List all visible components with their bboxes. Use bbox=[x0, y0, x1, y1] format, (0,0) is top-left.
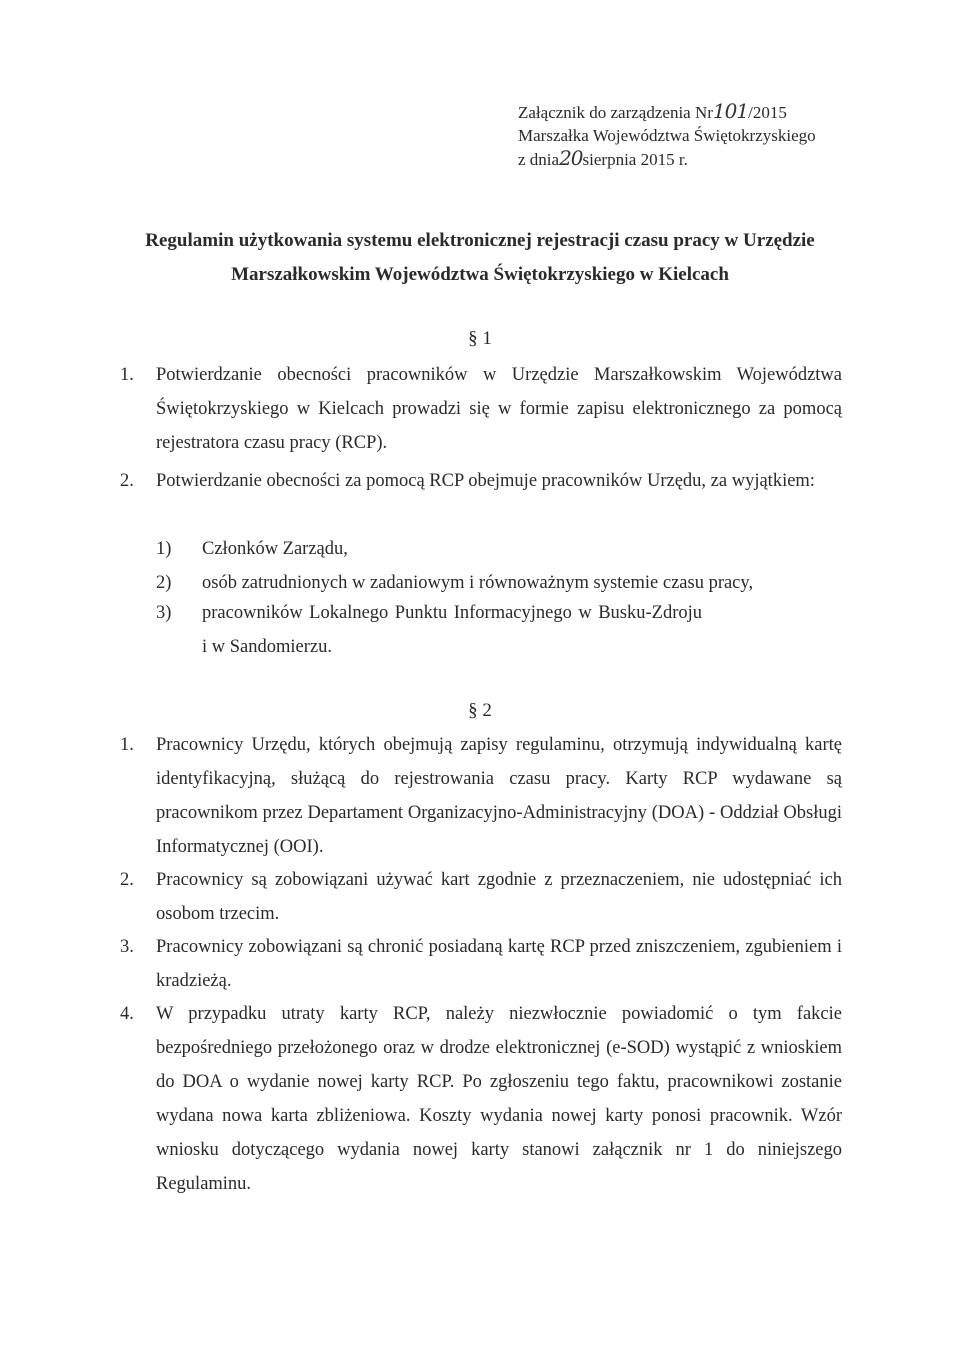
subitem-text: Członków Zarządu, bbox=[202, 539, 348, 559]
item-number: 4. bbox=[120, 1004, 134, 1024]
handwritten-number: 101 bbox=[712, 99, 749, 123]
header-line-2: Marszałka Województwa Świętokrzyskiego bbox=[518, 126, 816, 145]
section-2-item-2 bbox=[120, 863, 842, 931]
header-line-1: Załącznik do zarządzenia Nr101/2015 bbox=[518, 99, 787, 123]
item-number: 3. bbox=[120, 937, 134, 957]
section-2-item-3 bbox=[120, 930, 842, 998]
section-1-item-1 bbox=[120, 358, 842, 460]
attachment-header bbox=[518, 100, 816, 171]
item-text: W przypadku utraty karty RCP, należy niezwłocznie powiadomić o tym fakcie bezpośredniego przełożonego oraz w drodze elektronicznej (e-SOD) wystąpić z wnioskiem do DOA o wydanie nowej karty RCP. Po zgłoszeniu tego faktu, pracownikowi zostanie wydana nowa karta zbliżeniowa. Koszty wydania nowej karty ponosi pracownik. Wzór wniosku dotyczącego wydania nowej karty stanowi załącznik nr 1 do niniejszego Regulaminu. bbox=[156, 1004, 842, 1194]
item-text: Potwierdzanie obecności pracowników w Urzędzie Marszałkowskim Województwa Świętokrzyskiego w Kielcach prowadzi się w formie zapisu elektronicznego za pomocą rejestratora czasu pracy (RCP). bbox=[156, 365, 842, 453]
subitem-text: pracowników Lokalnego Punktu Informacyjnego w Busku-Zdroju i w Sandomierzu. bbox=[202, 603, 702, 657]
item-number: 1. bbox=[120, 735, 134, 755]
item-text: Pracownicy zobowiązani są chronić posiadaną kartę RCP przed zniszczeniem, zgubieniem i kradzieżą. bbox=[156, 937, 842, 991]
subitem-number: 3) bbox=[156, 603, 172, 623]
item-number: 2. bbox=[120, 870, 134, 890]
header-line-3: z dnia20sierpnia 2015 r. bbox=[518, 146, 688, 170]
section-2-item-1 bbox=[120, 728, 842, 864]
item-text: Potwierdzanie obecności za pomocą RCP obejmuje pracowników Urzędu, za wyjątkiem: bbox=[156, 471, 815, 491]
section-2-heading: § 2 bbox=[468, 700, 492, 721]
subitem-number: 2) bbox=[156, 573, 172, 593]
handwritten-day: 20 bbox=[559, 146, 583, 170]
item-number: 1. bbox=[120, 365, 134, 385]
item-text: Pracownicy są zobowiązani używać kart zgodnie z przeznaczeniem, nie udostępniać ich osobom trzecim. bbox=[156, 870, 842, 924]
subitem-number: 1) bbox=[156, 539, 172, 559]
item-text: Pracownicy Urzędu, których obejmują zapisy regulaminu, otrzymują indywidualną kartę identyfikacyjną, służącą do rejestrowania czasu pracy. Karty RCP wydawane są pracownikom przez Departament Organizacyjno-Administracyjny (DOA) - Oddział Obsługi Informatycznej (OOI). bbox=[156, 735, 842, 857]
item-number: 2. bbox=[120, 471, 134, 491]
section-1-subitem-3 bbox=[156, 596, 842, 664]
document-title-line-1: Regulamin użytkowania systemu elektronicznej rejestracji czasu pracy w Urzędzie bbox=[145, 230, 815, 251]
section-1-subitem-2 bbox=[156, 566, 842, 600]
section-1-heading: § 1 bbox=[468, 328, 492, 349]
section-1-subitem-1 bbox=[156, 532, 842, 566]
section-2-item-4 bbox=[120, 997, 842, 1201]
document-title-line-2: Marszałkowskim Województwa Świętokrzyskiego w Kielcach bbox=[231, 264, 729, 285]
subitem-text: osób zatrudnionych w zadaniowym i równoważnym systemie czasu pracy, bbox=[202, 573, 754, 593]
section-1-item-2 bbox=[120, 464, 842, 498]
